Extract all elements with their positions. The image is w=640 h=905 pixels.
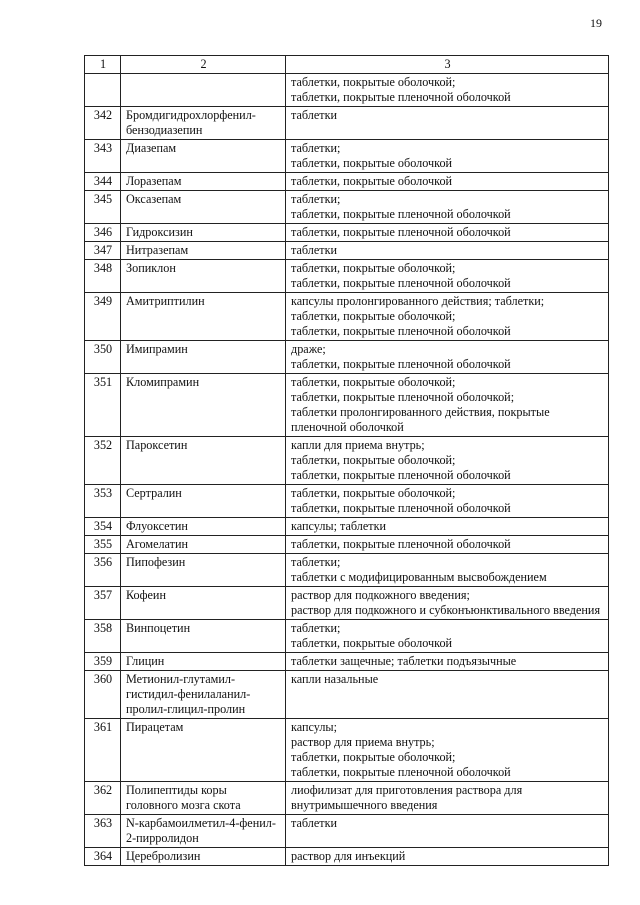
dosage-form-line: таблетки, покрытые оболочкой; xyxy=(291,486,456,500)
dosage-forms-cell xyxy=(286,554,609,587)
table-row xyxy=(85,719,609,782)
drug-name-cell: Метионил-глутамил-гистидил-фенилаланил-пролил-глицил-пролин xyxy=(121,671,286,719)
table-header-row xyxy=(85,56,609,74)
dosage-forms-cell xyxy=(286,587,609,620)
row-number-cell: 363 xyxy=(85,815,121,848)
dosage-form-line: капсулы; xyxy=(291,720,337,734)
drug-name-cell: Винпоцетин xyxy=(121,620,286,653)
dosage-form-line: таблетки, покрытые оболочкой; xyxy=(291,75,456,89)
row-number-cell: 358 xyxy=(85,620,121,653)
table-row xyxy=(85,260,609,293)
row-number-cell: 364 xyxy=(85,848,121,866)
column-header-number: 1 xyxy=(85,56,121,74)
row-number-cell: 352 xyxy=(85,437,121,485)
dosage-forms-cell xyxy=(286,848,609,866)
dosage-form-line: лиофилизат для приготовления раствора для внутримышечного введения xyxy=(291,783,523,812)
row-number-cell: 346 xyxy=(85,224,121,242)
dosage-forms-cell xyxy=(286,293,609,341)
dosage-forms-cell xyxy=(286,782,609,815)
table-row xyxy=(85,107,609,140)
drug-name-cell: Глицин xyxy=(121,653,286,671)
dosage-form-line: таблетки, покрытые пленочной оболочкой xyxy=(291,357,511,371)
table-row xyxy=(85,191,609,224)
drug-name-cell xyxy=(121,74,286,107)
table-row xyxy=(85,848,609,866)
dosage-form-line: таблетки, покрытые пленочной оболочкой xyxy=(291,207,511,221)
table-row xyxy=(85,536,609,554)
dosage-form-line: раствор для подкожного и субконъюнктивального введения xyxy=(291,603,601,617)
dosage-forms-cell xyxy=(286,107,609,140)
dosage-form-line: таблетки, покрытые оболочкой xyxy=(291,156,453,170)
row-number-cell: 355 xyxy=(85,536,121,554)
drug-name-cell: Нитразепам xyxy=(121,242,286,260)
dosage-form-line: таблетки xyxy=(291,108,338,122)
row-number-cell: 362 xyxy=(85,782,121,815)
drug-name-cell: Флуоксетин xyxy=(121,518,286,536)
dosage-form-line: таблетки, покрытые оболочкой; xyxy=(291,750,456,764)
drug-name-cell: Пипофезин xyxy=(121,554,286,587)
dosage-form-line: таблетки, покрытые оболочкой; xyxy=(291,453,456,467)
drug-name-cell: Лоразепам xyxy=(121,173,286,191)
dosage-form-line: таблетки, покрытые пленочной оболочкой xyxy=(291,765,511,779)
drug-name-cell: Имипрамин xyxy=(121,341,286,374)
row-number-cell: 343 xyxy=(85,140,121,173)
dosage-form-line: таблетки; xyxy=(291,621,341,635)
dosage-forms-cell xyxy=(286,518,609,536)
dosage-form-line: таблетки, покрытые пленочной оболочкой xyxy=(291,324,511,338)
dosage-form-line: драже; xyxy=(291,342,326,356)
dosage-form-line: таблетки с модифицированным высвобождением xyxy=(291,570,547,584)
table-row xyxy=(85,815,609,848)
dosage-form-line: таблетки, покрытые оболочкой; xyxy=(291,309,456,323)
dosage-forms-cell xyxy=(286,653,609,671)
dosage-forms-cell xyxy=(286,374,609,437)
dosage-form-line: раствор для подкожного введения; xyxy=(291,588,470,602)
table-row xyxy=(85,620,609,653)
dosage-form-line: таблетки; xyxy=(291,555,341,569)
page-number: 19 xyxy=(590,16,602,30)
table-row xyxy=(85,173,609,191)
drug-name-cell: Церебролизин xyxy=(121,848,286,866)
column-header-forms: 3 xyxy=(286,56,609,74)
drug-name-cell: Пирацетам xyxy=(121,719,286,782)
dosage-form-line: таблетки xyxy=(291,243,338,257)
table-row xyxy=(85,140,609,173)
dosage-form-line: таблетки, покрытые пленочной оболочкой xyxy=(291,501,511,515)
row-number-cell: 350 xyxy=(85,341,121,374)
row-number-cell: 353 xyxy=(85,485,121,518)
dosage-form-line: таблетки, покрытые пленочной оболочкой xyxy=(291,225,511,239)
table-row xyxy=(85,554,609,587)
dosage-form-line: таблетки, покрытые оболочкой; xyxy=(291,375,456,389)
table-row xyxy=(85,587,609,620)
medication-table xyxy=(84,55,609,866)
dosage-form-line: таблетки; xyxy=(291,192,341,206)
drug-name-cell: Диазепам xyxy=(121,140,286,173)
drug-name-cell: Пароксетин xyxy=(121,437,286,485)
dosage-forms-cell xyxy=(286,671,609,719)
dosage-form-line: таблетки, покрытые пленочной оболочкой xyxy=(291,537,511,551)
row-number-cell: 360 xyxy=(85,671,121,719)
table-body xyxy=(85,74,609,866)
dosage-form-line: таблетки xyxy=(291,816,338,830)
table-row xyxy=(85,242,609,260)
dosage-forms-cell xyxy=(286,341,609,374)
table-row xyxy=(85,374,609,437)
dosage-forms-cell xyxy=(286,191,609,224)
drug-name-cell: N-карбамоилметил-4-фенил- 2-пирролидон xyxy=(121,815,286,848)
row-number-cell: 354 xyxy=(85,518,121,536)
column-header-name: 2 xyxy=(121,56,286,74)
dosage-form-line: таблетки, покрытые пленочной оболочкой; xyxy=(291,390,515,404)
dosage-forms-cell xyxy=(286,260,609,293)
row-number-cell: 349 xyxy=(85,293,121,341)
table-row xyxy=(85,224,609,242)
dosage-forms-cell xyxy=(286,485,609,518)
dosage-form-line: таблетки, покрытые оболочкой xyxy=(291,636,453,650)
row-number-cell: 342 xyxy=(85,107,121,140)
dosage-form-line: таблетки, покрытые пленочной оболочкой xyxy=(291,276,511,290)
dosage-form-line: таблетки, покрытые пленочной оболочкой xyxy=(291,468,511,482)
dosage-form-line: таблетки, покрытые оболочкой xyxy=(291,174,453,188)
table-row xyxy=(85,671,609,719)
drug-name-cell: Бромдигидрохлорфенил-бензодиазепин xyxy=(121,107,286,140)
row-number-cell: 344 xyxy=(85,173,121,191)
dosage-forms-cell xyxy=(286,140,609,173)
row-number-cell: 357 xyxy=(85,587,121,620)
dosage-form-line: раствор для приема внутрь; xyxy=(291,735,435,749)
table-row xyxy=(85,74,609,107)
row-number-cell: 359 xyxy=(85,653,121,671)
dosage-form-line: капсулы; таблетки xyxy=(291,519,387,533)
row-number-cell xyxy=(85,74,121,107)
row-number-cell: 351 xyxy=(85,374,121,437)
table-row xyxy=(85,518,609,536)
dosage-form-line: капли назальные xyxy=(291,672,379,686)
drug-name-cell: Кломипрамин xyxy=(121,374,286,437)
drug-name-cell: Амитриптилин xyxy=(121,293,286,341)
row-number-cell: 356 xyxy=(85,554,121,587)
dosage-form-line: таблетки; xyxy=(291,141,341,155)
row-number-cell: 347 xyxy=(85,242,121,260)
drug-name-cell: Оксазепам xyxy=(121,191,286,224)
dosage-forms-cell xyxy=(286,224,609,242)
dosage-form-line: таблетки, покрытые оболочкой; xyxy=(291,261,456,275)
row-number-cell: 361 xyxy=(85,719,121,782)
dosage-forms-cell xyxy=(286,815,609,848)
table-row xyxy=(85,341,609,374)
table-row xyxy=(85,782,609,815)
drug-name-cell: Зопиклон xyxy=(121,260,286,293)
dosage-forms-cell xyxy=(286,437,609,485)
dosage-forms-cell xyxy=(286,719,609,782)
drug-name-cell: Сертралин xyxy=(121,485,286,518)
dosage-form-line: таблетки пролонгированного действия, покрытые пленочной оболочкой xyxy=(291,405,550,434)
table-row xyxy=(85,293,609,341)
drug-name-cell: Агомелатин xyxy=(121,536,286,554)
drug-name-cell: Гидроксизин xyxy=(121,224,286,242)
row-number-cell: 348 xyxy=(85,260,121,293)
drug-name-cell: Полипептиды коры головного мозга скота xyxy=(121,782,286,815)
dosage-forms-cell xyxy=(286,620,609,653)
dosage-form-line: таблетки защечные; таблетки подъязычные xyxy=(291,654,517,668)
drug-name-cell: Кофеин xyxy=(121,587,286,620)
table-row xyxy=(85,437,609,485)
dosage-form-line: капли для приема внутрь; xyxy=(291,438,425,452)
table-row xyxy=(85,485,609,518)
dosage-form-line: раствор для инъекций xyxy=(291,849,406,863)
dosage-forms-cell xyxy=(286,242,609,260)
row-number-cell: 345 xyxy=(85,191,121,224)
dosage-forms-cell xyxy=(286,536,609,554)
table-row xyxy=(85,653,609,671)
dosage-forms-cell xyxy=(286,173,609,191)
dosage-forms-cell xyxy=(286,74,609,107)
dosage-form-line: таблетки, покрытые пленочной оболочкой xyxy=(291,90,511,104)
dosage-form-line: капсулы пролонгированного действия; таблетки; xyxy=(291,294,545,308)
